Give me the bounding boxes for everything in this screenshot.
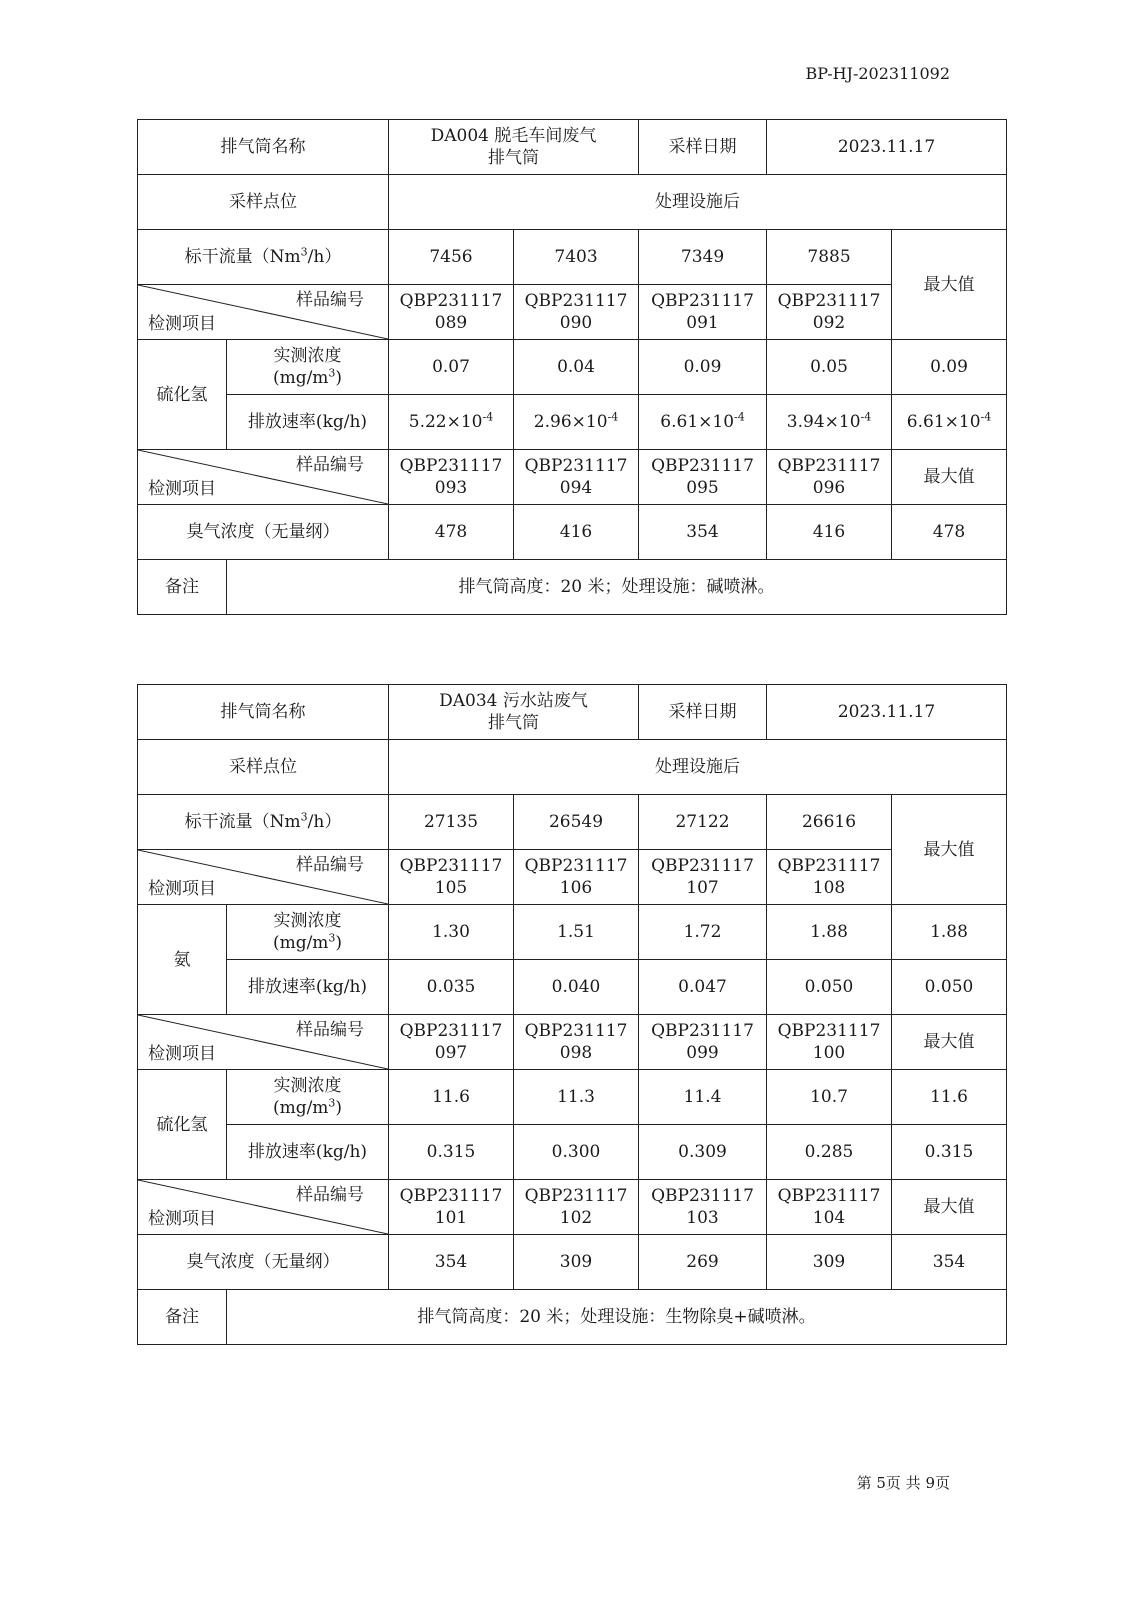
row-flow: [138, 795, 1007, 850]
pollutant-nh3: 氨: [138, 905, 227, 1015]
remark-text: 排气筒高度：20 米；处理设施：碱喷淋。: [227, 560, 1007, 615]
diagonal-header-cell: [138, 1015, 389, 1070]
conc-value: 1.88: [767, 905, 892, 960]
report-number: BP-HJ-202311092: [805, 64, 950, 83]
stack-name-value: DA034 污水站废气 排气筒: [389, 685, 639, 740]
flow-value: 27135: [389, 795, 514, 850]
rate-value: $6.61\times 10^{-4}$: [639, 395, 767, 450]
row-sample-no: [138, 285, 1007, 340]
flow-value: 7349: [639, 230, 767, 285]
sample-id: QBP231117 100: [767, 1015, 892, 1070]
label-flow: 标干流量（Nm$^3$/h）: [138, 795, 389, 850]
rate-max: 0.315: [892, 1125, 1007, 1180]
sampling-date-value: 2023.11.17: [767, 685, 1007, 740]
test-item-label: 检测项目: [148, 1044, 216, 1064]
sampling-date-value: 2023.11.17: [767, 120, 1007, 175]
diagonal-header-cell: [138, 850, 389, 905]
rate-max: 0.050: [892, 960, 1007, 1015]
sample-id: QBP231117 104: [767, 1180, 892, 1235]
label-emission-rate: 排放速率(kg/h): [227, 1125, 389, 1180]
conc-value: 1.30: [389, 905, 514, 960]
sample-id: QBP231117 108: [767, 850, 892, 905]
odor-value: 309: [767, 1235, 892, 1290]
label-stack-name: 排气筒名称: [138, 685, 389, 740]
sample-id: QBP231117 091: [639, 285, 767, 340]
sample-no-label: 样品编号: [296, 1020, 364, 1040]
label-sampling-date: 采样日期: [639, 120, 767, 175]
row-sampling-point: [138, 740, 1007, 795]
conc-value: 11.3: [514, 1070, 639, 1125]
row-h2s-rate: [138, 395, 1007, 450]
odor-value: 309: [514, 1235, 639, 1290]
label-emission-rate: 排放速率(kg/h): [227, 960, 389, 1015]
sample-id: QBP231117 093: [389, 450, 514, 505]
label-sampling-point: 采样点位: [138, 175, 389, 230]
row-sample-no: [138, 1180, 1007, 1235]
sample-id: QBP231117 098: [514, 1015, 639, 1070]
row-flow: [138, 230, 1007, 285]
test-item-label: 检测项目: [148, 314, 216, 334]
conc-value: 0.07: [389, 340, 514, 395]
row-odor: [138, 1235, 1007, 1290]
sampling-point-value: 处理设施后: [389, 740, 1007, 795]
odor-value: 354: [639, 505, 767, 560]
rate-max: $6.61\times 10^{-4}$: [892, 395, 1007, 450]
rate-value: 0.285: [767, 1125, 892, 1180]
sample-id: QBP231117 099: [639, 1015, 767, 1070]
sample-id: QBP231117 090: [514, 285, 639, 340]
sample-id: QBP231117 105: [389, 850, 514, 905]
label-remark: 备注: [138, 560, 227, 615]
sample-no-label: 样品编号: [296, 1185, 364, 1205]
odor-value: 416: [514, 505, 639, 560]
conc-max: 11.6: [892, 1070, 1007, 1125]
odor-value: 416: [767, 505, 892, 560]
label-odor: 臭气浓度（无量纲）: [138, 505, 389, 560]
label-sampling-date: 采样日期: [639, 685, 767, 740]
sample-id: QBP231117 096: [767, 450, 892, 505]
conc-max: 0.09: [892, 340, 1007, 395]
conc-value: 11.4: [639, 1070, 767, 1125]
test-item-label: 检测项目: [148, 479, 216, 499]
rate-value: 0.050: [767, 960, 892, 1015]
diagonal-header-cell: [138, 1180, 389, 1235]
sample-id: QBP231117 094: [514, 450, 639, 505]
row-sampling-point: [138, 175, 1007, 230]
sample-no-label: 样品编号: [296, 855, 364, 875]
flow-value: 26549: [514, 795, 639, 850]
result-table-da004: [137, 119, 1007, 615]
rate-value: $3.94\times 10^{-4}$: [767, 395, 892, 450]
flow-value: 26616: [767, 795, 892, 850]
max-value-header: 最大值: [892, 1015, 1007, 1070]
pollutant-h2s: 硫化氢: [138, 1070, 227, 1180]
label-measured-conc: 实测浓度 $(mg/m^3)$: [227, 905, 389, 960]
page-number: 第 5页 共 9页: [856, 1474, 950, 1492]
row-remark: [138, 560, 1007, 615]
conc-value: 1.72: [639, 905, 767, 960]
flow-value: 7456: [389, 230, 514, 285]
sample-id: QBP231117 102: [514, 1180, 639, 1235]
conc-value: 10.7: [767, 1070, 892, 1125]
result-table-da034: [137, 684, 1007, 1345]
sample-id: QBP231117 106: [514, 850, 639, 905]
rate-value: 0.047: [639, 960, 767, 1015]
remark-text: 排气筒高度：20 米；处理设施：生物除臭+碱喷淋。: [227, 1290, 1007, 1345]
row-nh3-rate: [138, 960, 1007, 1015]
row-h2s-conc: [138, 1070, 1007, 1125]
label-flow: 标干流量（Nm$^3$/h）: [138, 230, 389, 285]
row-remark: [138, 1290, 1007, 1345]
sample-no-label: 样品编号: [296, 290, 364, 310]
conc-value: 0.05: [767, 340, 892, 395]
row-stack-name: [138, 685, 1007, 740]
diagonal-header-cell: [138, 450, 389, 505]
row-sample-no: [138, 1015, 1007, 1070]
test-item-label: 检测项目: [148, 1209, 216, 1229]
conc-value: 11.6: [389, 1070, 514, 1125]
sample-id: QBP231117 103: [639, 1180, 767, 1235]
sample-id: QBP231117 107: [639, 850, 767, 905]
flow-value: 7885: [767, 230, 892, 285]
rate-value: 0.040: [514, 960, 639, 1015]
label-odor: 臭气浓度（无量纲）: [138, 1235, 389, 1290]
max-value-header: 最大值: [892, 795, 1007, 905]
sample-id: QBP231117 089: [389, 285, 514, 340]
label-sampling-point: 采样点位: [138, 740, 389, 795]
sample-id: QBP231117 101: [389, 1180, 514, 1235]
diagonal-header-cell: [138, 285, 389, 340]
row-sample-no: [138, 850, 1007, 905]
rate-value: 0.315: [389, 1125, 514, 1180]
max-value-header: 最大值: [892, 230, 1007, 340]
label-remark: 备注: [138, 1290, 227, 1345]
test-item-label: 检测项目: [148, 879, 216, 899]
rate-value: 0.309: [639, 1125, 767, 1180]
sample-no-label: 样品编号: [296, 455, 364, 475]
row-sample-no: [138, 450, 1007, 505]
flow-value: 27122: [639, 795, 767, 850]
sampling-point-value: 处理设施后: [389, 175, 1007, 230]
sample-id: QBP231117 095: [639, 450, 767, 505]
label-measured-conc: 实测浓度 $(mg/m^3)$: [227, 1070, 389, 1125]
conc-max: 1.88: [892, 905, 1007, 960]
rate-value: 0.035: [389, 960, 514, 1015]
max-value-header: 最大值: [892, 450, 1007, 505]
odor-value: 354: [389, 1235, 514, 1290]
row-stack-name: [138, 120, 1007, 175]
sample-id: QBP231117 092: [767, 285, 892, 340]
row-h2s-rate: [138, 1125, 1007, 1180]
row-h2s-conc: [138, 340, 1007, 395]
label-stack-name: 排气筒名称: [138, 120, 389, 175]
odor-value: 269: [639, 1235, 767, 1290]
stack-name-value: DA004 脱毛车间废气 排气筒: [389, 120, 639, 175]
odor-max: 354: [892, 1235, 1007, 1290]
row-odor: [138, 505, 1007, 560]
conc-value: 0.04: [514, 340, 639, 395]
row-nh3-conc: [138, 905, 1007, 960]
label-emission-rate: 排放速率(kg/h): [227, 395, 389, 450]
conc-value: 1.51: [514, 905, 639, 960]
rate-value: 0.300: [514, 1125, 639, 1180]
max-value-header: 最大值: [892, 1180, 1007, 1235]
sample-id: QBP231117 097: [389, 1015, 514, 1070]
odor-max: 478: [892, 505, 1007, 560]
flow-value: 7403: [514, 230, 639, 285]
conc-value: 0.09: [639, 340, 767, 395]
label-measured-conc: 实测浓度 $(mg/m^3)$: [227, 340, 389, 395]
pollutant-h2s: 硫化氢: [138, 340, 227, 450]
rate-value: $2.96\times 10^{-4}$: [514, 395, 639, 450]
odor-value: 478: [389, 505, 514, 560]
rate-value: $5.22\times 10^{-4}$: [389, 395, 514, 450]
